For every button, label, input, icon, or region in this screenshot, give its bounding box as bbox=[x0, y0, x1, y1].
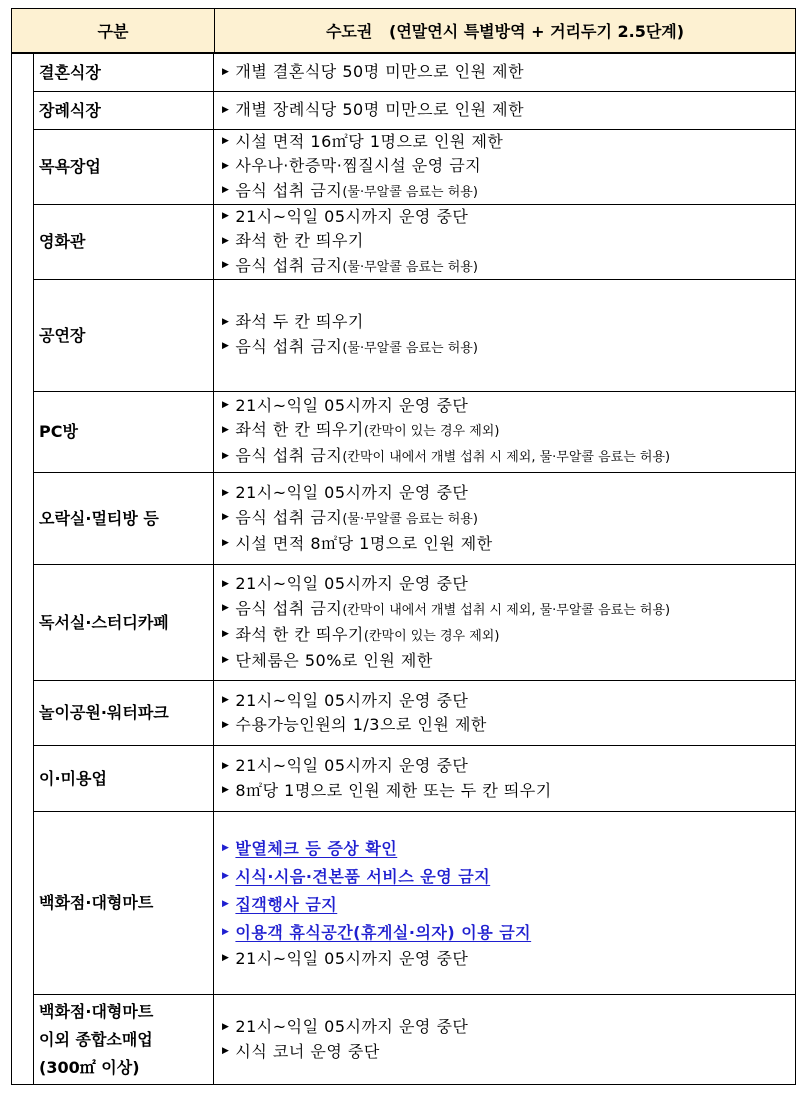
bullet-triangle-icon: ▶ bbox=[222, 136, 230, 146]
measure-item bbox=[222, 418, 795, 444]
table-row bbox=[34, 995, 795, 1084]
measure-note: (칸막이 있는 경우 제외) bbox=[363, 628, 500, 644]
row-measures bbox=[214, 565, 795, 680]
row-measures bbox=[214, 54, 795, 91]
row-category bbox=[34, 812, 214, 994]
measure-item bbox=[222, 205, 795, 230]
measure-text: 개별 결혼식당 50명 미만으로 인원 제한 bbox=[235, 62, 525, 82]
bullet-triangle-icon: ▶ bbox=[222, 538, 230, 548]
measure-item bbox=[222, 1015, 795, 1040]
row-measures bbox=[214, 473, 795, 564]
measure-text: 21시~익일 05시까지 운영 중단 bbox=[235, 690, 469, 710]
bullet-triangle-icon: ▶ bbox=[222, 785, 230, 795]
measure-item bbox=[222, 754, 795, 779]
measure-item bbox=[222, 229, 795, 254]
bullet-triangle-icon: ▶ bbox=[222, 1046, 230, 1056]
row-category bbox=[34, 205, 214, 279]
row-measures bbox=[214, 681, 795, 745]
header-region: 수도권 (연말연시 특별방역 + 거리두기 2.5단계) bbox=[325, 22, 685, 41]
row-measures bbox=[214, 392, 795, 472]
category-label-line: 놀이공원·워터파크 bbox=[39, 703, 169, 722]
measure-item bbox=[222, 254, 795, 280]
table-body bbox=[12, 54, 795, 1084]
measure-note: (물·무알콜 음료는 허용) bbox=[342, 511, 478, 527]
row-category bbox=[34, 280, 214, 391]
measure-text: 좌석 한 칸 띄우기 bbox=[235, 624, 364, 644]
category-label-line: 목욕장업 bbox=[39, 157, 101, 176]
row-category bbox=[34, 54, 214, 91]
measure-item bbox=[222, 649, 795, 674]
table-row bbox=[34, 54, 795, 92]
row-measures bbox=[214, 746, 795, 811]
measure-text: 음식 섭취 금지 bbox=[235, 255, 343, 275]
table-row bbox=[34, 130, 795, 205]
table-rows bbox=[34, 54, 795, 1084]
regulation-table bbox=[11, 8, 796, 1085]
measure-text: 발열체크 등 증상 확인 bbox=[235, 838, 398, 858]
measure-text: 음식 섭취 금지 bbox=[235, 507, 343, 527]
measure-item bbox=[222, 506, 795, 532]
measure-item bbox=[222, 154, 795, 179]
measure-item-highlighted bbox=[222, 919, 795, 947]
measure-text: 21시~익일 05시까지 운영 중단 bbox=[235, 395, 469, 415]
measure-text: 집객행사 금지 bbox=[235, 894, 338, 914]
bullet-triangle-icon: ▶ bbox=[222, 316, 230, 327]
measure-text: 시설 면적 16㎡당 1명으로 인원 제한 bbox=[235, 131, 504, 151]
measure-item bbox=[222, 98, 795, 123]
measure-note: (칸막이 있는 경우 제외) bbox=[363, 424, 500, 440]
bullet-triangle-icon: ▶ bbox=[222, 235, 230, 246]
measure-text: 21시~익일 05시까지 운영 중단 bbox=[235, 756, 469, 775]
bullet-triangle-icon: ▶ bbox=[222, 603, 230, 613]
measure-note: (칸막이 내에서 개별 섭취 시 제외, 물·무알콜 음료는 허용) bbox=[342, 450, 671, 466]
category-label-line: 오락실·멀티방 등 bbox=[39, 508, 159, 528]
measure-item bbox=[222, 310, 795, 335]
row-category bbox=[34, 565, 214, 680]
measure-text: 21시~익일 05시까지 운영 중단 bbox=[235, 1017, 469, 1036]
measure-text: 21시~익일 05시까지 운영 중단 bbox=[235, 948, 469, 968]
measure-note: (물·무알콜 음료는 허용) bbox=[342, 340, 478, 356]
measure-item bbox=[222, 713, 795, 738]
measure-note: (물·무알콜 음료는 허용) bbox=[342, 184, 478, 200]
category-label-line: 결혼식장 bbox=[39, 62, 101, 82]
measure-item bbox=[222, 481, 795, 506]
measure-text: 시식·시음·견본품 서비스 운영 금지 bbox=[235, 866, 491, 886]
header-category: 구분 bbox=[12, 9, 215, 52]
bullet-triangle-icon: ▶ bbox=[222, 424, 230, 435]
measure-text: 단체룸은 50%로 인원 제한 bbox=[235, 650, 433, 670]
row-measures bbox=[214, 130, 795, 204]
measure-text: 21시~익일 05시까지 운영 중단 bbox=[235, 206, 469, 226]
measure-text: 음식 섭취 금지 bbox=[235, 180, 343, 200]
row-category bbox=[34, 130, 214, 204]
bullet-triangle-icon: ▶ bbox=[222, 341, 230, 352]
table-header bbox=[12, 9, 795, 54]
measure-item-highlighted bbox=[222, 863, 795, 891]
row-category bbox=[34, 746, 214, 811]
measure-text: 8㎡당 1명으로 인원 제한 또는 두 칸 띄우기 bbox=[235, 780, 552, 800]
measure-item bbox=[222, 394, 795, 419]
measure-text: 좌석 한 칸 띄우기 bbox=[235, 420, 364, 440]
measure-item bbox=[222, 572, 795, 597]
measure-text: 시설 면적 8㎡당 1명으로 인원 제한 bbox=[235, 533, 493, 553]
category-label-line: 이외 종합소매업 bbox=[39, 1029, 153, 1049]
measure-item bbox=[222, 779, 795, 804]
bullet-triangle-icon: ▶ bbox=[222, 487, 230, 498]
bullet-triangle-icon: ▶ bbox=[222, 512, 230, 522]
bullet-triangle-icon: ▶ bbox=[222, 842, 230, 853]
measure-item bbox=[222, 947, 795, 972]
measure-item bbox=[222, 623, 795, 649]
measure-item bbox=[222, 179, 795, 205]
category-label-line: 공연장 bbox=[39, 325, 86, 345]
measure-text: 21시~익일 05시까지 운영 중단 bbox=[235, 483, 469, 502]
category-label-line: PC방 bbox=[39, 422, 78, 441]
table-row bbox=[34, 473, 795, 565]
measure-text: 좌석 한 칸 띄우기 bbox=[235, 231, 364, 250]
measure-item bbox=[222, 532, 795, 557]
row-measures bbox=[214, 995, 795, 1084]
measure-text: 사우나·한증막·찜질시설 운영 금지 bbox=[235, 156, 482, 175]
measure-item bbox=[222, 60, 795, 85]
bullet-triangle-icon: ▶ bbox=[222, 260, 230, 270]
bullet-triangle-icon: ▶ bbox=[222, 719, 230, 730]
bullet-triangle-icon: ▶ bbox=[222, 66, 230, 77]
category-label-line: (300㎡ 이상) bbox=[39, 1057, 140, 1077]
measure-item bbox=[222, 597, 795, 623]
bullet-triangle-icon: ▶ bbox=[222, 629, 230, 639]
table-row bbox=[34, 280, 795, 392]
bullet-triangle-icon: ▶ bbox=[222, 898, 230, 909]
row-category bbox=[34, 681, 214, 745]
measure-text: 음식 섭취 금지 bbox=[235, 598, 343, 618]
row-measures bbox=[214, 812, 795, 994]
measure-text: 21시~익일 05시까지 운영 중단 bbox=[235, 574, 469, 593]
table-row bbox=[34, 92, 795, 130]
measure-text: 수용가능인원의 1/3으로 인원 제한 bbox=[235, 715, 487, 734]
measure-item-highlighted bbox=[222, 835, 795, 863]
measure-text: 좌석 두 칸 띄우기 bbox=[235, 312, 364, 332]
measure-item-highlighted bbox=[222, 891, 795, 919]
bullet-triangle-icon: ▶ bbox=[222, 760, 230, 771]
measure-note: (칸막이 내에서 개별 섭취 시 제외, 물·무알콜 음료는 허용) bbox=[342, 602, 671, 618]
bullet-triangle-icon: ▶ bbox=[222, 655, 230, 665]
category-label-line: 백화점·대형마트 bbox=[39, 893, 154, 912]
category-label-line: 영화관 bbox=[39, 232, 86, 251]
category-label-line: 독서실·스터디카페 bbox=[39, 612, 169, 632]
row-category bbox=[34, 92, 214, 129]
bullet-triangle-icon: ▶ bbox=[222, 211, 230, 221]
measure-item bbox=[222, 335, 795, 361]
measure-item bbox=[222, 130, 795, 155]
table-row bbox=[34, 205, 795, 280]
measure-text: 이용객 휴식공간(휴게실·의자) 이용 금지 bbox=[235, 922, 532, 942]
bullet-triangle-icon: ▶ bbox=[222, 160, 230, 171]
table-row bbox=[34, 681, 795, 746]
row-category bbox=[34, 473, 214, 564]
bullet-triangle-icon: ▶ bbox=[222, 450, 230, 461]
measure-item bbox=[222, 689, 795, 714]
category-label-line: 장례식장 bbox=[39, 100, 101, 120]
measure-text: 시식 코너 운영 중단 bbox=[235, 1041, 380, 1061]
table-row bbox=[34, 565, 795, 681]
table-row bbox=[34, 812, 795, 995]
measure-text: 음식 섭취 금지 bbox=[235, 446, 343, 466]
measure-item bbox=[222, 444, 795, 470]
bullet-triangle-icon: ▶ bbox=[222, 870, 230, 881]
row-measures bbox=[214, 205, 795, 279]
category-label-line: 백화점·대형마트 bbox=[39, 1001, 154, 1021]
bullet-triangle-icon: ▶ bbox=[222, 1021, 230, 1032]
table-row bbox=[34, 746, 795, 812]
indent-column bbox=[12, 54, 34, 1084]
row-category bbox=[34, 995, 214, 1084]
row-measures bbox=[214, 92, 795, 129]
measure-item bbox=[222, 1040, 795, 1065]
bullet-triangle-icon: ▶ bbox=[222, 104, 230, 115]
measure-text: 음식 섭취 금지 bbox=[235, 336, 343, 356]
row-category bbox=[34, 392, 214, 472]
table-row bbox=[34, 392, 795, 473]
bullet-triangle-icon: ▶ bbox=[222, 695, 230, 705]
bullet-triangle-icon: ▶ bbox=[222, 953, 230, 964]
bullet-triangle-icon: ▶ bbox=[222, 926, 230, 937]
row-measures bbox=[214, 280, 795, 391]
category-label-line: 이·미용업 bbox=[39, 768, 107, 788]
bullet-triangle-icon: ▶ bbox=[222, 578, 230, 589]
measure-note: (물·무알콜 음료는 허용) bbox=[342, 259, 478, 275]
bullet-triangle-icon: ▶ bbox=[222, 185, 230, 195]
measure-text: 개별 장례식당 50명 미만으로 인원 제한 bbox=[235, 100, 525, 120]
bullet-triangle-icon: ▶ bbox=[222, 400, 230, 411]
